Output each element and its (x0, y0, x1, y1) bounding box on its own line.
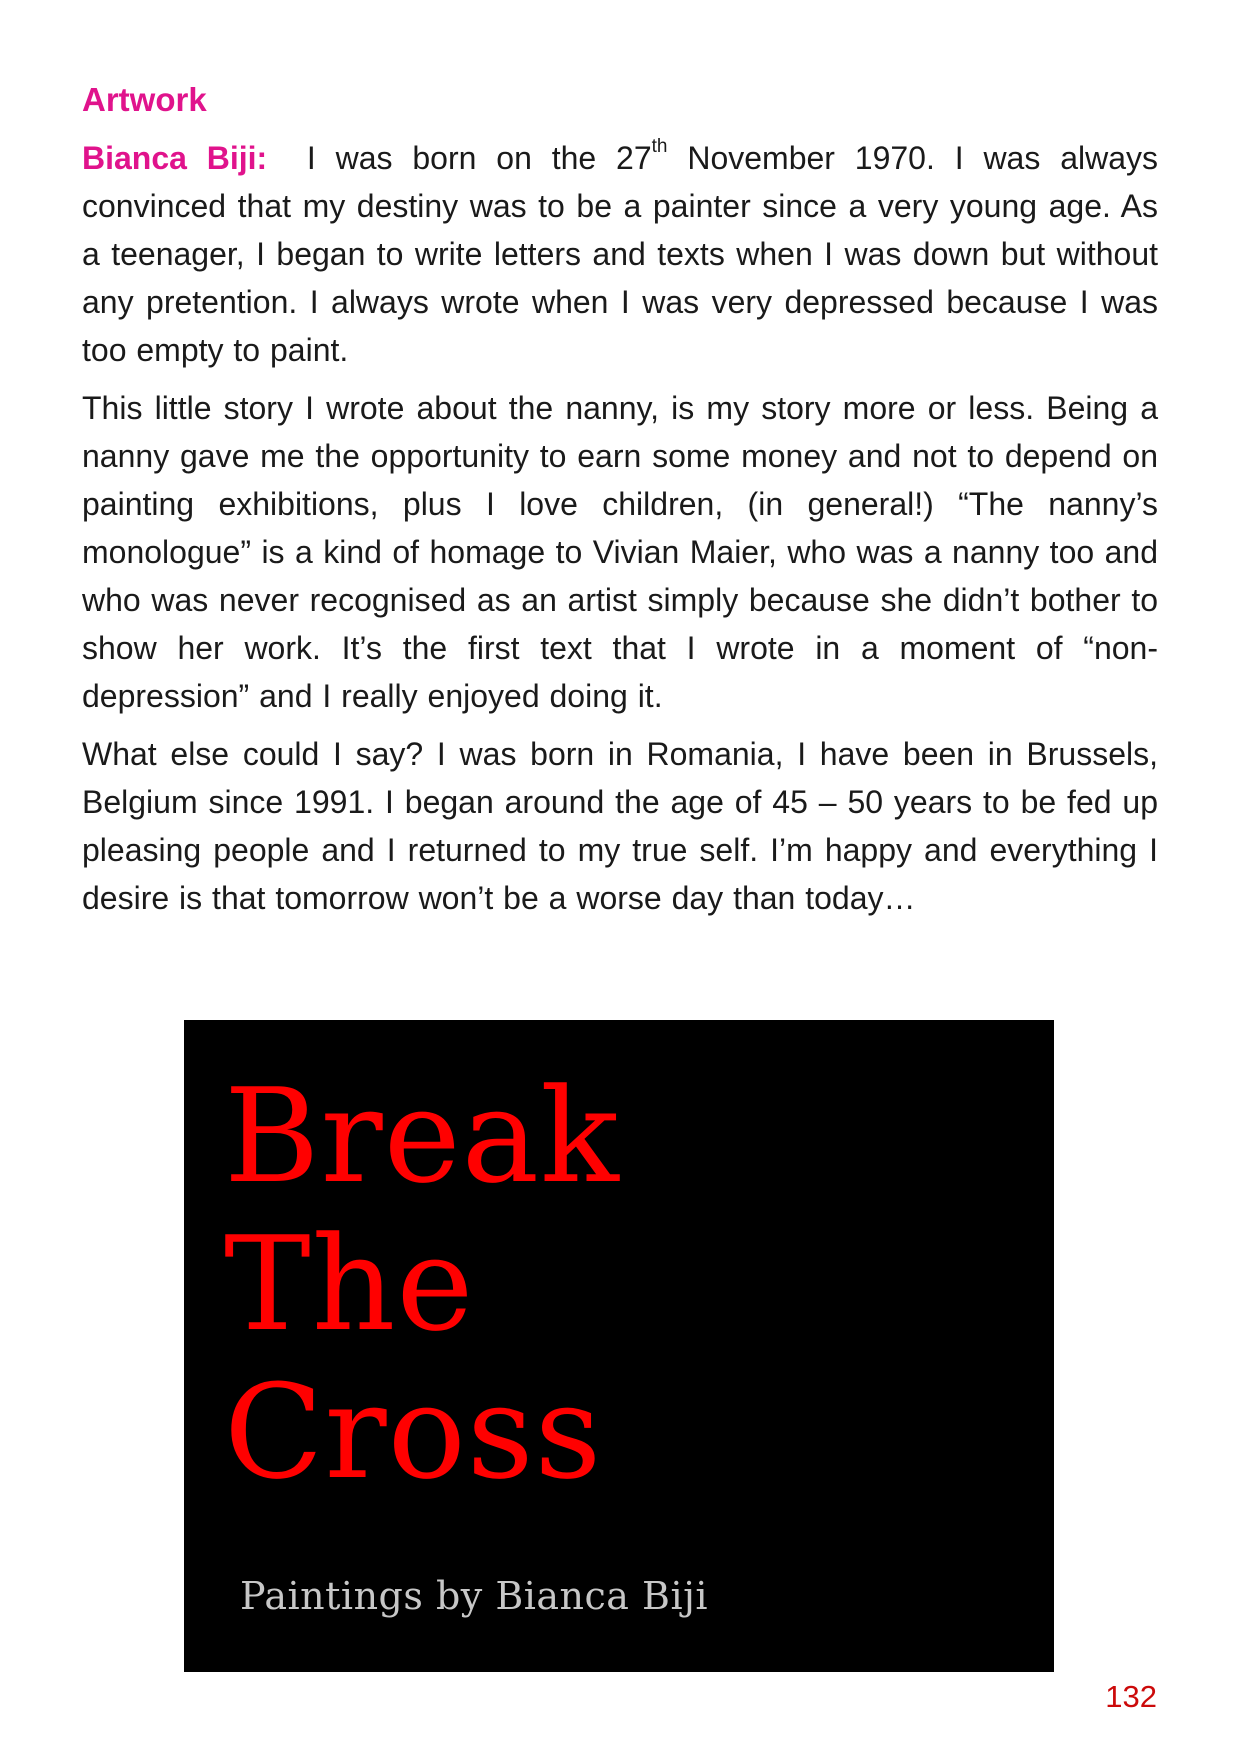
page-number: 132 (1105, 1679, 1157, 1714)
body-paragraph-nanny: This little story I wrote about the nanny, is my story more or less. Being a nanny gave me the opportunity to earn some money and not to depend on painting exhibitions, plus I love children, (in general!) “The nanny’s monologue” is a kind of homage to Vivian Maier, who was a nanny too and who was never recognised as an artist simply because she didn’t bother to show her work. It’s the first text that I wrote in a moment of “non-depression” and I really enjoyed doing it. (82, 390, 1158, 714)
text-column (82, 78, 1158, 932)
section-heading: Artwork (82, 81, 207, 118)
intro-text-rest: November 1970. I was always convinced that my destiny was to be a painter since a very young age. As a teenager, I began to write letters and texts when I was down but without any pretention. I always wrote when I was very depressed because I was too empty to paint. (82, 140, 1159, 368)
cover-title-line: Cross (224, 1356, 603, 1508)
intro-paragraph (82, 134, 1158, 374)
speaker-name: Bianca Biji: (82, 140, 268, 176)
ordinal-suffix: th (651, 136, 668, 157)
body-paragraph-biography: What else could I say? I was born in Romania, I have been in Brussels, Belgium since 1991. I began around the age of 45 – 50 years to be fed up pleasing people and I returned to my true self. I’m happy and everything I desire is that tomorrow won’t be a worse day than today… (82, 736, 1158, 916)
cover-title (224, 1062, 620, 1506)
cover-title-line: Break (224, 1060, 620, 1212)
cover-title-line: The (224, 1208, 475, 1360)
intro-text-start: I was born on the 27 (306, 140, 652, 176)
cover-subtitle: Paintings by Bianca Biji (240, 1574, 709, 1618)
book-cover-image (184, 1020, 1054, 1672)
